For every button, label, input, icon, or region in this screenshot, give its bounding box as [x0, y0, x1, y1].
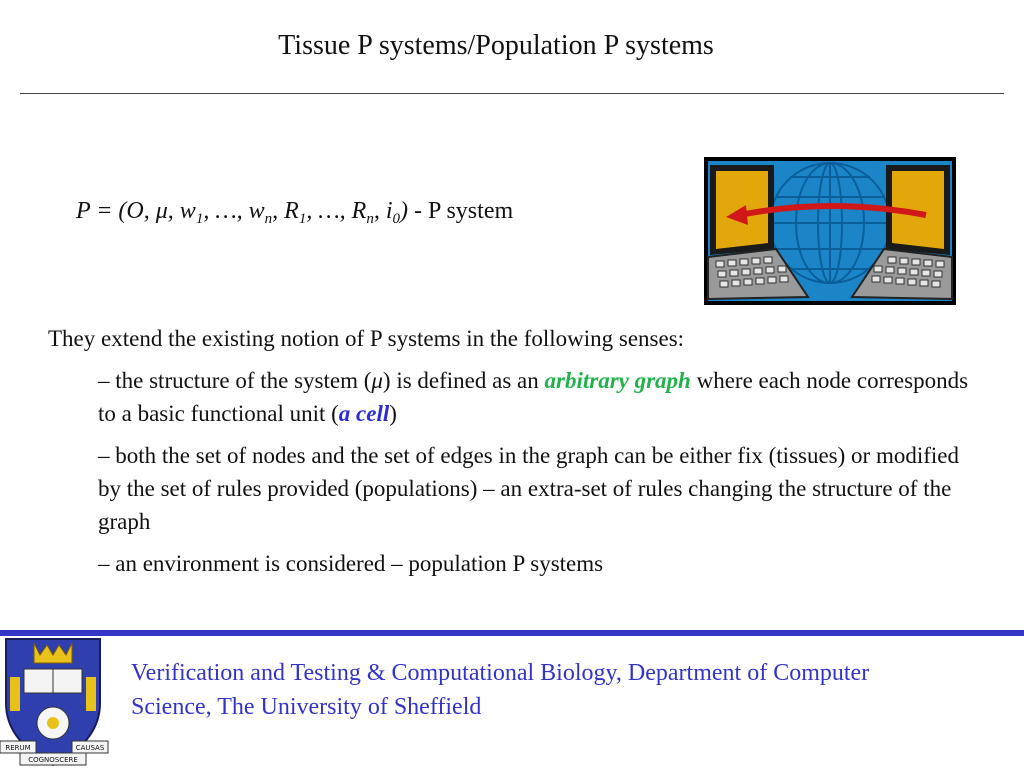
arbitrary-graph-highlight: arbitrary graph	[544, 368, 691, 393]
intro-text: They extend the existing notion of P systems in the following senses:	[48, 326, 685, 351]
formula-mid-2: , R	[272, 198, 299, 224]
footer-band	[0, 630, 1024, 636]
formula-mid-4: , i	[373, 198, 393, 224]
university-crest-icon	[0, 637, 112, 768]
formula-sub-n1: n	[264, 211, 273, 227]
formula-sub-0: 0	[392, 211, 401, 227]
slide-title: Tissue P systems/Population P systems	[278, 30, 714, 61]
networked-computers-globe-icon	[704, 157, 956, 305]
bullet-list	[98, 364, 978, 589]
formula-lead: P = (O, μ, w	[76, 198, 196, 224]
p-system-formula	[76, 198, 513, 225]
bullet-1-mu: μ	[371, 368, 383, 393]
bullet-1-text-a: – the structure of the system (	[98, 368, 372, 393]
formula-sub-1: 1	[195, 211, 204, 227]
formula-sub-n2: n	[366, 211, 374, 227]
bullet-environment: – an environment is considered – population P systems	[98, 551, 604, 576]
formula-close: )	[400, 198, 409, 224]
formula-mid-3: , …, R	[306, 198, 367, 224]
footer-affiliation: Verification and Testing & Computational Biology, Department of Computer Science, The University of Sheffield	[131, 660, 870, 720]
bullet-1-text-d: )	[389, 401, 397, 426]
bullet-1-text-c: where each node corresponds to a basic functional unit (	[98, 368, 969, 426]
bullet-structure	[98, 364, 978, 430]
crest-motto-left: RERUM	[5, 744, 31, 752]
crest-motto-right: CAUSAS	[75, 744, 105, 752]
title-divider	[20, 93, 1004, 94]
formula-mid-1: , …, w	[203, 198, 265, 224]
crest-motto-bottom: COGNOSCERE	[28, 756, 78, 764]
bullet-1-text-b: ) is defined as an	[382, 368, 545, 393]
formula-sub-2: 1	[298, 211, 307, 227]
formula-suffix: - P system	[408, 198, 514, 224]
a-cell-highlight: a cell	[338, 401, 390, 426]
bullet-nodes-edges: – both the set of nodes and the set of edges in the graph can be either fix (tissues) or modified by the set of rules provided (populations) – an extra-set of rules changing the structure of the graph	[98, 443, 959, 534]
